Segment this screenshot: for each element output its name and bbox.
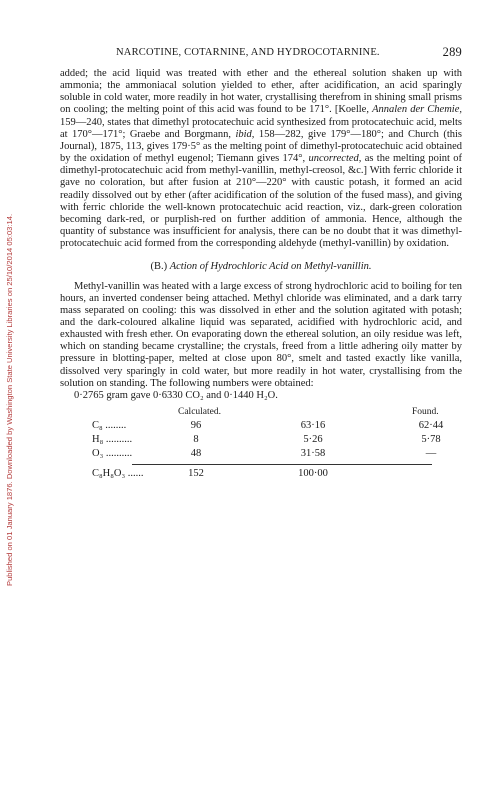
results-row-carbon [60, 420, 462, 433]
calc-total: 152 [188, 468, 204, 480]
found-value: 62·44 [418, 420, 444, 432]
paragraph-1: added; the acid liquid was treated with ether and the ethereal solution shaken up with ammonia; the ammoniacal solution yielded to ether, after acidification, an acid sparingly soluble in cold water, more readily in hot water, crystallising therefrom in shining small prisms on cooling; the melting point of this acid was found to be 171°. [Koelle, Annalen der Chemie, 159—240, states that dimethyl protocatechuic acid synthesized from protocatechuic acid, melts at 170°—171°; Graebe and Borgmann, ibid, 158—282, give 179°—180°; and Church (this Journal), 1875, 113, gives 179·5° as the melting point of dimethyl-protocatechuic acid obtained by the oxidation of methyl eugenol; Tiemann gives 174°, uncorrected, as the melting point of dimethyl-protocatechuic acid from methyl-vanillin, methyl-creosol, &c.] With ferric chloride it gave no coloration, but after fusion at 210°—220° with caustic potash, it formed an acid readily dissolved out by ether (after acidification of the solution of the fused mass), and giving with ferric chloride the well-known protocatechuic acid reaction, viz., dark-green coloration becoming dark-red, or purplish-red on further addition of ammonia. Hence, although the quantity of substance was insufficient for analysis, there can be no doubt that it was dimethyl-protocatechuic acid formed from the corresponding aldehyde (methyl-vanillin) by oxidation. [60, 68, 463, 250]
found-value: — [425, 448, 437, 460]
sidebar-publication-note: Published on 01 January 1876. Downloaded by Washington State University Libraries on 25/10/2014 05:03:14. [5, 213, 14, 587]
measurement-line: 0·2765 gram gave 0·6330 CO₂ and 0·1440 H₂O. [74, 389, 278, 401]
running-head: NARCOTINE, COTARNINE, AND HYDROCOTARNINE. [116, 47, 380, 58]
reference-annalen: Annalen der Chemie, [372, 104, 463, 116]
results-row-oxygen [60, 448, 462, 461]
paragraph-2: Methyl-vanillin was heated with a large excess of strong hydrochloric acid to boiling for ten hours, an inverted condenser being attached. Methyl chloride was eliminated, and a dark tarry mass separated on cooling: this was dissolved in ether and the solution agitated with potash; and the dark-coloured alkaline liquid was separated, acidified with hydrochloric acid, and exhausted with fresh ether. On evaporating down the ethereal solution, an oily residue was left, which on standing became crystalline; the crystals, freed from a little adhering oily matter by pressure in blotting-paper, melted at close upon 80°, smelt and tasted exactly like vanilla, dissolved very sparingly in cold water, but more readily in hot water, crystallising from the solution on standing. The following numbers were obtained: [60, 280, 462, 389]
element-label: H₈ .......... [92, 434, 133, 446]
pct-value: 5·26 [303, 434, 323, 446]
table-rule [132, 464, 432, 465]
found-header: Found. [412, 407, 439, 418]
formula-label: C₈H₈O₃ ...... [92, 468, 144, 480]
results-table [60, 404, 462, 498]
calculated-header: Calculated. [178, 407, 221, 418]
element-label: C₈ ........ [92, 420, 127, 432]
pct-value: 63·16 [300, 420, 326, 432]
article-body [60, 68, 462, 498]
note-uncorrected: uncorrected, [308, 153, 362, 165]
pct-total: 100·00 [298, 468, 328, 480]
pct-value: 31·58 [300, 448, 326, 460]
section-heading: (B.) Action of Hydrochloric Acid on Methyl-vanillin. [150, 261, 372, 273]
calc-value: 8 [193, 434, 199, 446]
calc-value: 48 [190, 448, 202, 460]
calc-value: 96 [190, 420, 202, 432]
results-row-hydrogen [60, 434, 462, 447]
page-header [60, 47, 462, 61]
element-label: O₃ .......... [92, 448, 133, 460]
page-number: 289 [442, 45, 462, 59]
found-value: 5·78 [421, 434, 441, 446]
results-row-total [60, 468, 462, 481]
reference-ibid: ibid, [235, 128, 255, 140]
